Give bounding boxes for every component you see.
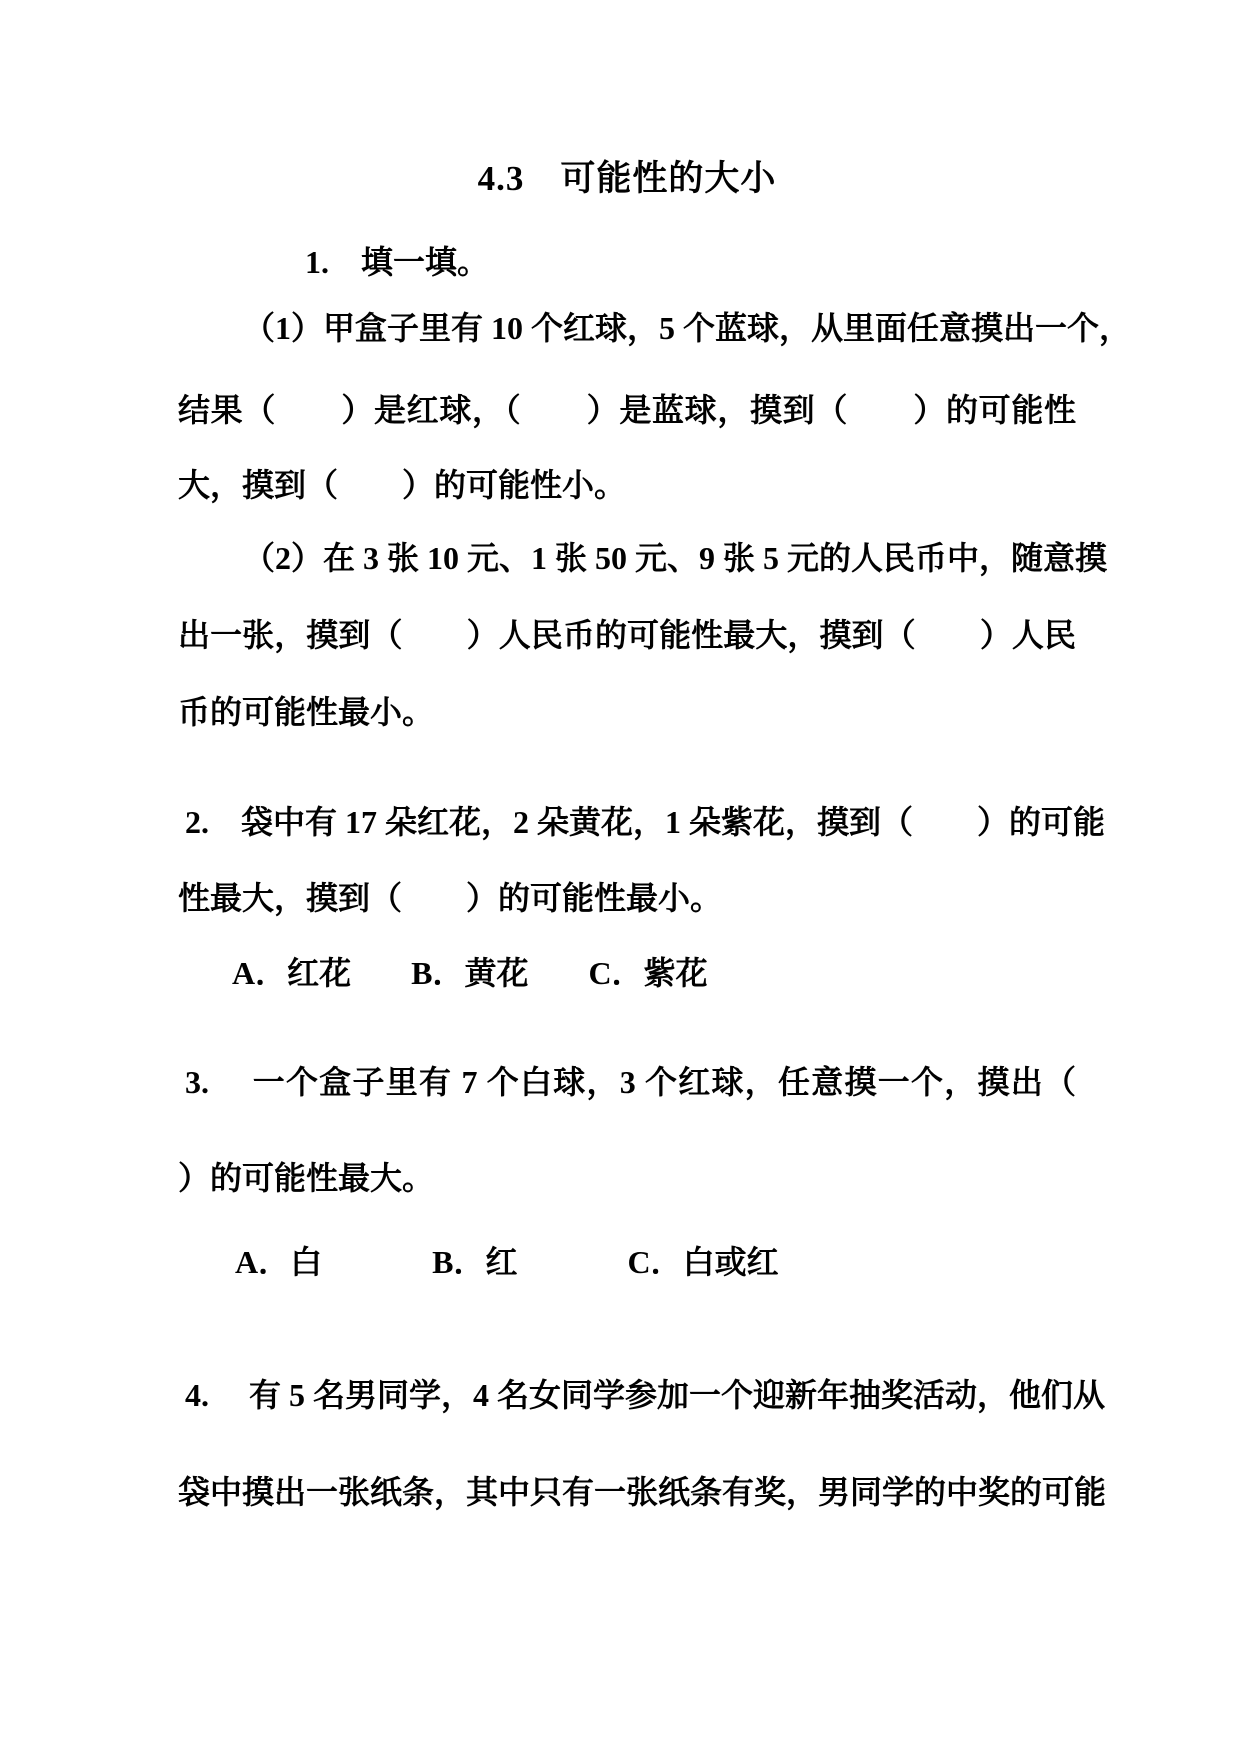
q2-option-c: C．紫花 — [588, 955, 708, 991]
q2-option-b: B．黄花 — [411, 955, 529, 991]
question-3-line-2: ）的可能性最大。 — [178, 1160, 435, 1196]
question-3-options — [235, 1241, 779, 1283]
question-4-line-2: 袋中摸出一张纸条，其中只有一张纸条有奖，男同学的中奖的可能 — [178, 1474, 1107, 1510]
question-3-line-1: 3. 一个盒子里有 7 个白球，3 个红球，任意摸一个，摸出（ — [185, 1064, 1076, 1100]
q1-part1-line-2: 结果（ ）是红球，（ ）是蓝球，摸到（ ）的可能性 — [178, 392, 1076, 428]
question-1-header: 1. 填一填。 — [305, 244, 490, 280]
q1-part1-line-1: （1）甲盒子里有 10 个红球，5 个蓝球，从里面任意摸出一个， — [243, 310, 1132, 346]
q1-part2-line-3: 币的可能性最小。 — [178, 694, 435, 730]
q1-part2-line-1: （2）在 3 张 10 元、1 张 50 元、9 张 5 元的人民币中，随意摸 — [243, 540, 1108, 576]
question-2-line-2: 性最大，摸到（ ）的可能性最小。 — [178, 880, 723, 916]
q2-option-a: A．红花 — [232, 955, 352, 991]
q3-option-a: A．白 — [235, 1244, 323, 1280]
question-4-line-1: 4. 有 5 名男同学，4 名女同学参加一个迎新年抽奖活动，他们从 — [185, 1377, 1106, 1413]
page-title: 4.3 可能性的大小 — [477, 159, 777, 198]
question-2-options — [232, 952, 708, 994]
q1-part2-line-2: 出一张，摸到（ ）人民币的可能性最大，摸到（ ）人民 — [178, 617, 1076, 653]
q3-option-c: C．白或红 — [627, 1244, 779, 1280]
q3-option-b: B．红 — [432, 1244, 518, 1280]
question-2-line-1: 2. 袋中有 17 朵红花，2 朵黄花，1 朵紫花，摸到（ ）的可能 — [185, 804, 1106, 840]
q1-part1-line-3: 大，摸到（ ）的可能性小。 — [178, 467, 627, 503]
